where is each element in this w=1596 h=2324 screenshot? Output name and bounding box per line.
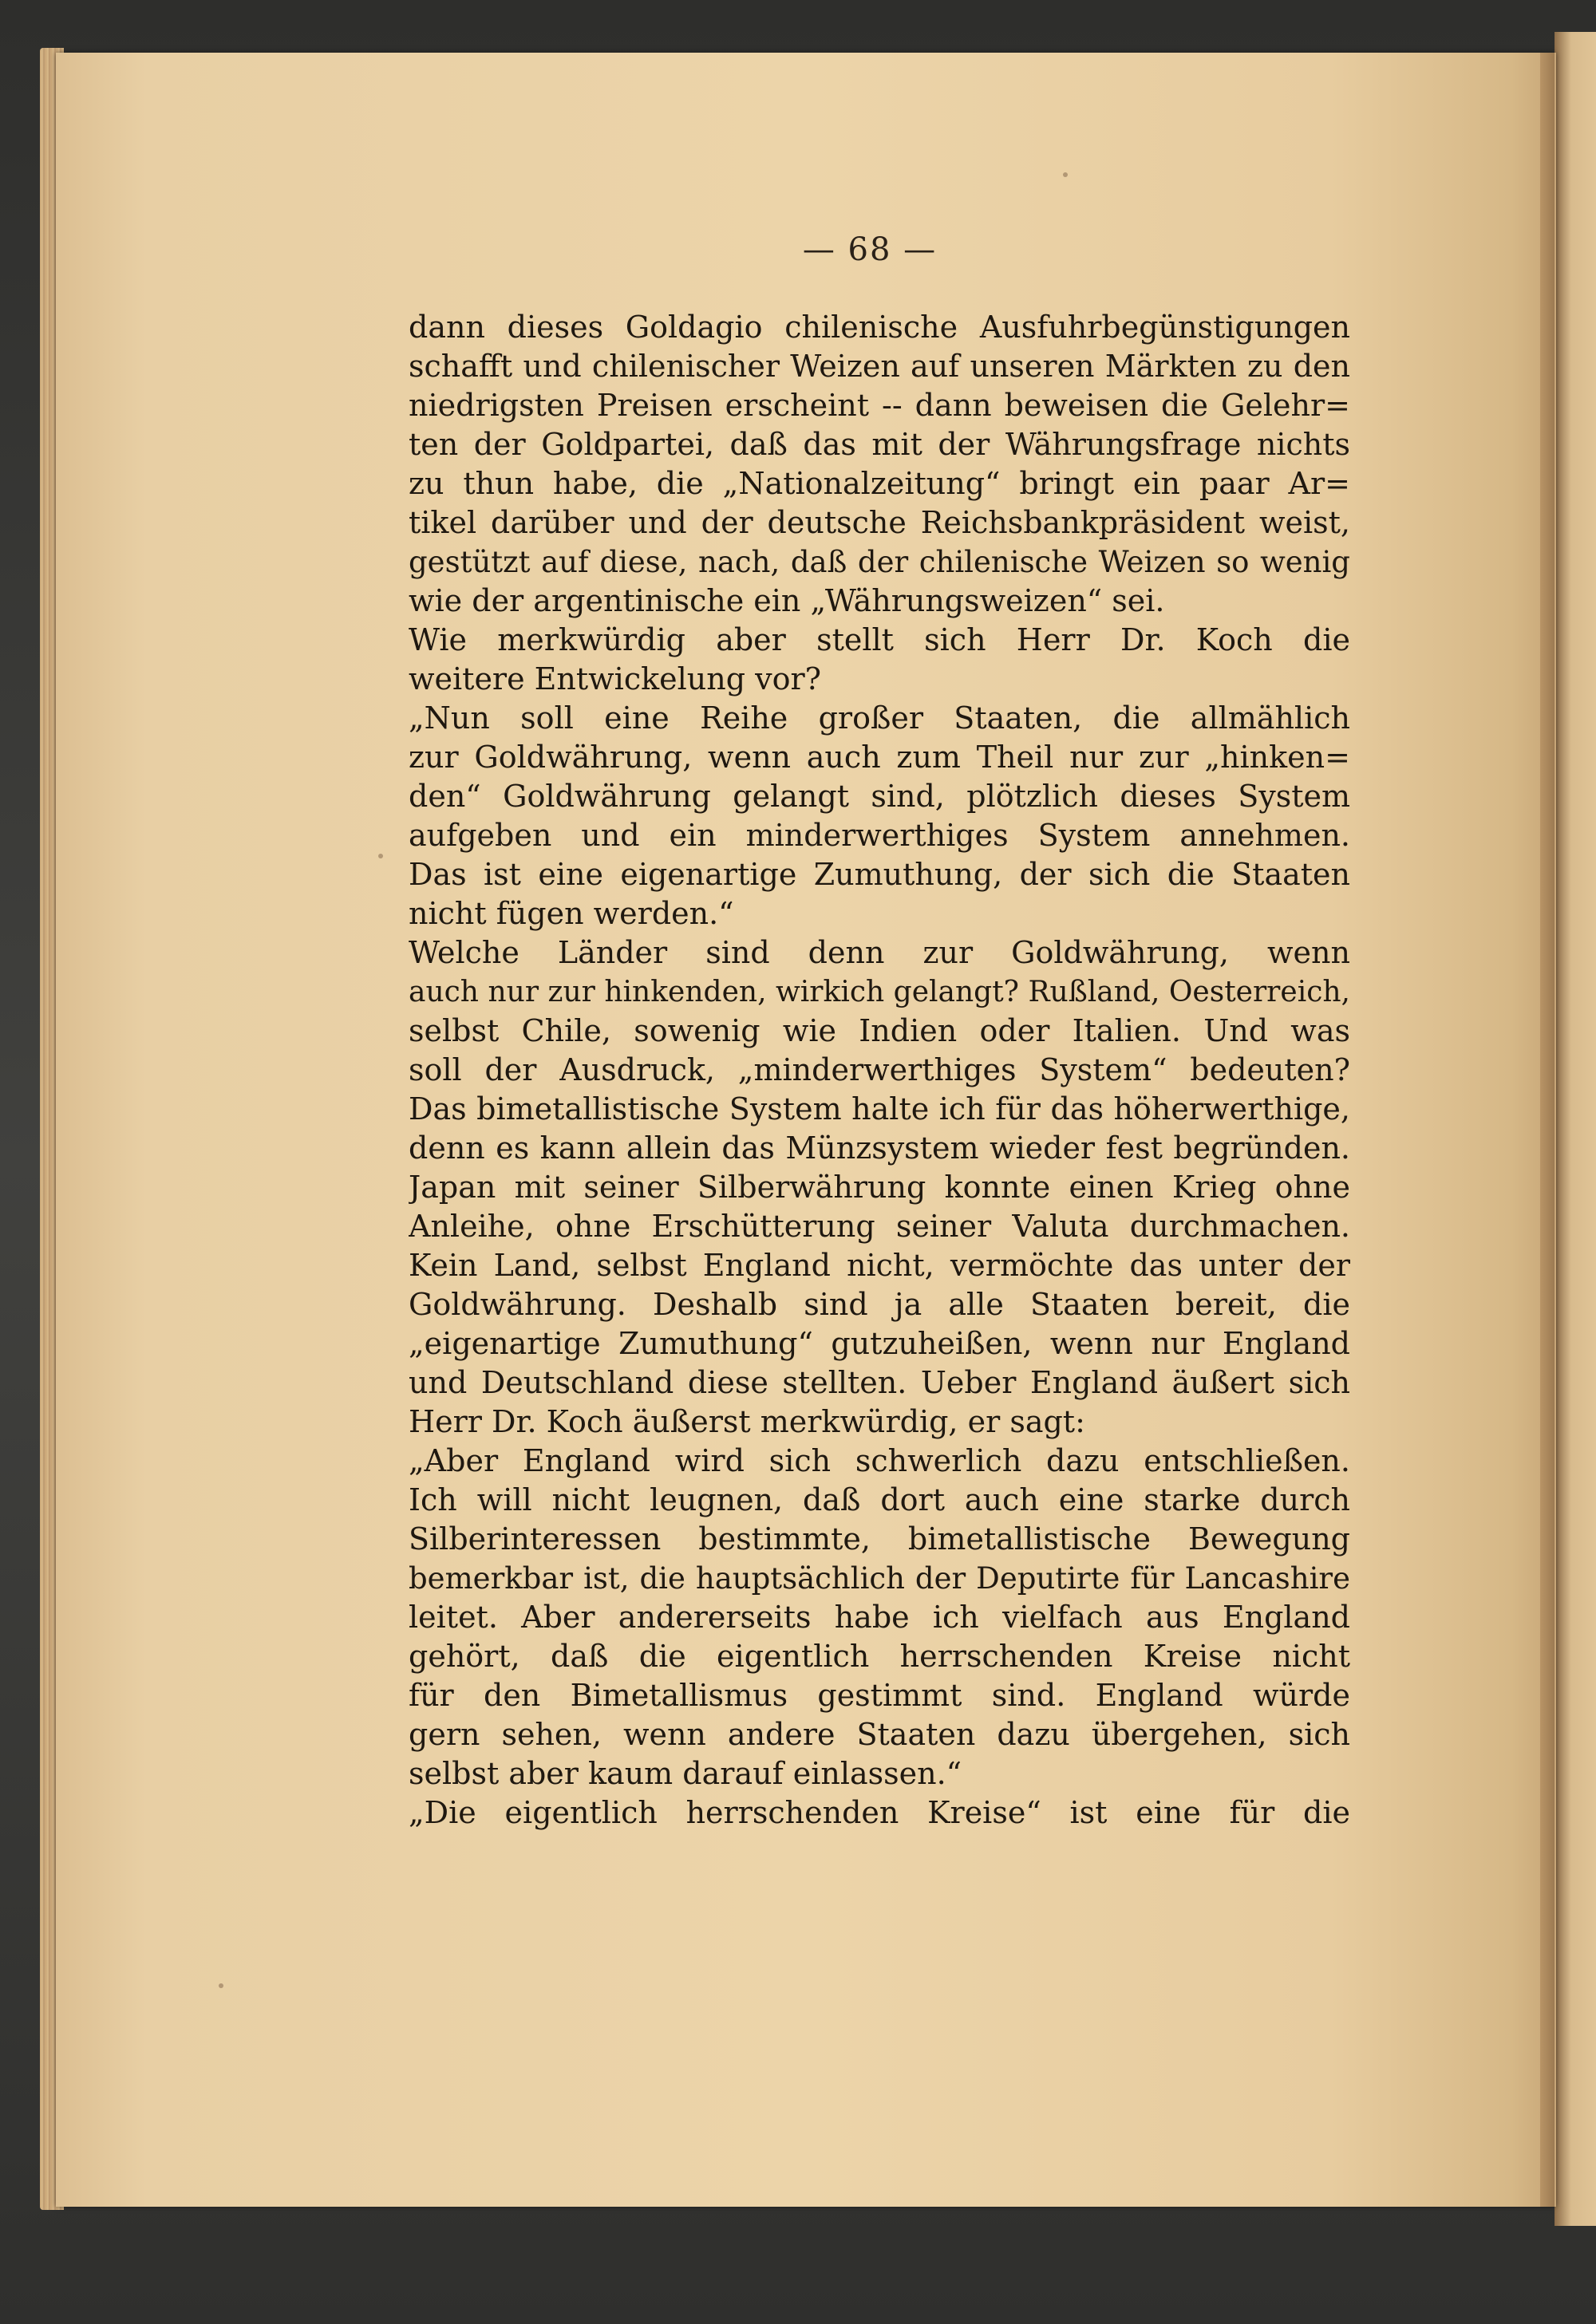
text-line: schafft und chilenischer Weizen auf unseren Märkten zu den <box>409 349 1350 384</box>
body-text <box>409 308 1350 1833</box>
text-line: nicht fügen werden.“ <box>409 896 734 931</box>
text-line: Das ist eine eigenartige Zumuthung, der sich die Staaten <box>409 857 1350 892</box>
text-line: zu thun habe, die „Nationalzeitung“ bringt ein paar Ar= <box>409 466 1350 501</box>
text-line: bemerkbar ist, die hauptsächlich der Deputirte für Lancashire <box>409 1561 1350 1596</box>
text-line: weitere Entwickelung vor? <box>409 661 822 696</box>
text-line: Welche Länder sind denn zur Goldwährung, wenn <box>409 935 1350 970</box>
text-line: „eigenartige Zumuthung“ gutzuheißen, wenn nur England <box>409 1326 1350 1361</box>
text-line: Kein Land, selbst England nicht, vermöchte das unter der <box>409 1248 1350 1283</box>
text-line: gern sehen, wenn andere Staaten dazu übergehen, sich <box>409 1717 1350 1752</box>
text-line: und Deutschland diese stellten. Ueber England äußert sich <box>409 1365 1350 1400</box>
text-line: „Nun soll eine Reihe großer Staaten, die allmählich <box>409 700 1350 736</box>
text-line: tikel darüber und der deutsche Reichsbankpräsident weist, <box>409 505 1350 540</box>
text-line: Silberinteressen bestimmte, bimetallistische Bewegung <box>409 1521 1350 1557</box>
text-line: Japan mit seiner Silberwährung konnte einen Krieg ohne <box>409 1170 1350 1205</box>
paper-fleck <box>219 1983 223 1988</box>
text-line: „Aber England wird sich schwerlich dazu entschließen. <box>409 1443 1350 1478</box>
text-line: gestützt auf diese, nach, daß der chilenische Weizen so wenig <box>409 545 1350 579</box>
page-gutter-shadow <box>1540 53 1555 2207</box>
page-number: — 68 — <box>802 231 938 268</box>
text-line: Ich will nicht leugnen, daß dort auch eine starke durch <box>409 1482 1350 1517</box>
text-line: gehört, daß die eigentlich herrschenden Kreise nicht <box>409 1639 1350 1674</box>
text-line: wie der argentinische ein „Währungsweizen“ sei. <box>409 583 1165 618</box>
text-line: für den Bimetallismus gestimmt sind. England würde <box>409 1678 1350 1713</box>
paper-fleck <box>378 854 383 858</box>
text-line: auch nur zur hinkenden, wirkich gelangt? Rußland, Oesterreich, <box>409 976 1350 1008</box>
text-line: leitet. Aber andererseits habe ich vielfach aus England <box>409 1600 1350 1635</box>
facing-page-edge <box>1555 32 1596 2226</box>
text-line: dann dieses Goldagio chilenische Ausfuhrbegünstigungen <box>409 310 1350 345</box>
paper-fleck <box>1063 172 1068 177</box>
text-line: selbst Chile, sowenig wie Indien oder Italien. Und was <box>409 1013 1350 1048</box>
text-line: den“ Goldwährung gelangt sind, plötzlich dieses System <box>409 779 1350 814</box>
text-line: Das bimetallistische System halte ich für das höherwerthige, <box>409 1091 1350 1126</box>
text-line: zur Goldwährung, wenn auch zum Theil nur zur „hinken= <box>409 740 1350 775</box>
text-line: ten der Goldpartei, daß das mit der Währungsfrage nichts <box>409 427 1350 462</box>
text-line: Anleihe, ohne Erschütterung seiner Valuta durchmachen. <box>409 1209 1350 1244</box>
text-line: Wie merkwürdig aber stellt sich Herr Dr. Koch die <box>409 622 1350 657</box>
text-line: soll der Ausdruck, „minderwerthiges System“ bedeuten? <box>409 1052 1350 1087</box>
text-line: „Die eigentlich herrschenden Kreise“ ist eine für die <box>409 1795 1350 1830</box>
text-line: Goldwährung. Deshalb sind ja alle Staaten bereit, die <box>409 1287 1350 1322</box>
text-line: Herr Dr. Koch äußerst merkwürdig, er sagt: <box>409 1404 1085 1439</box>
text-line: niedrigsten Preisen erscheint -- dann beweisen die Gelehr= <box>409 388 1350 423</box>
text-line: denn es kann allein das Münzsystem wieder fest begründen. <box>409 1130 1350 1166</box>
text-line: selbst aber kaum darauf einlassen.“ <box>409 1756 962 1791</box>
text-line: aufgeben und ein minderwerthiges System annehmen. <box>409 818 1350 853</box>
